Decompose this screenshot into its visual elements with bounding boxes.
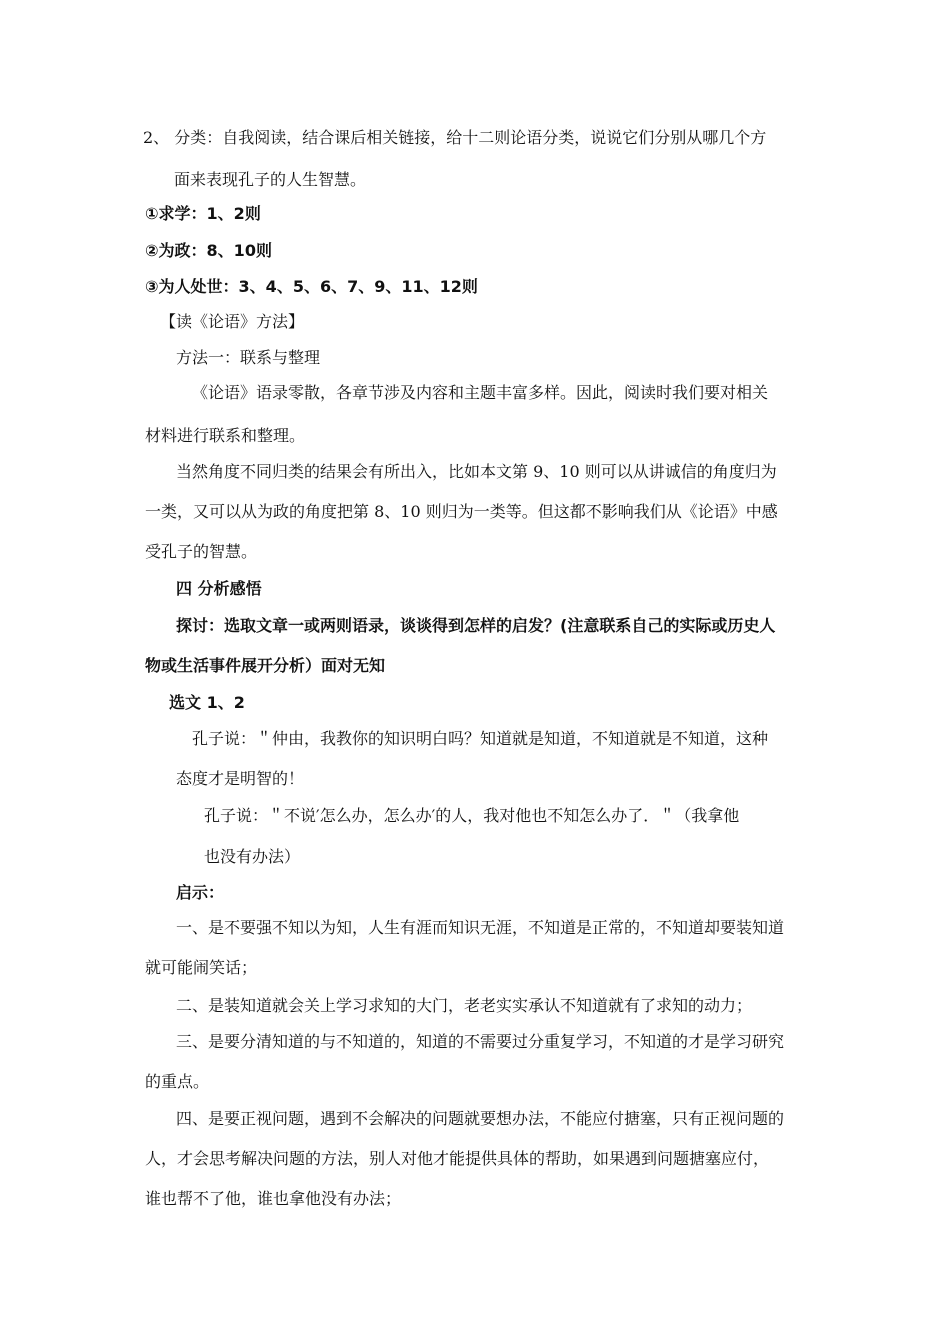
section4-heading: 四 分析感悟	[176, 579, 262, 598]
method-paragraph1-line1: 《论语》语录零散，各章节涉及内容和主题丰富多样。因此，阅读时我们要对相关	[192, 383, 769, 402]
insight1-line2: 就可能闹笑话；	[145, 958, 258, 977]
classify-paragraph-line2: 面来表现孔子的人生智慧。	[174, 170, 367, 189]
insight4-line1: 四、是要正视问题，遇到不会解决的问题就要想办法，不能应付搪塞，只有正视问题的	[176, 1109, 785, 1128]
method-paragraph2-line2: 一类，又可以从为政的角度把第 8、10 则归为一类等。但这都不影响我们从《论语》中感	[145, 502, 778, 521]
insight4-line2: 人，才会思考解决问题的方法，别人对他才能提供具体的帮助，如果遇到问题搪塞应付，	[145, 1149, 770, 1168]
quote1-line1: 孔子说：＂仲由，我教你的知识明白吗？知道就是知道，不知道就是不知道，这种	[192, 729, 769, 748]
category-governance: ②为政：8、10则	[145, 241, 272, 260]
discussion-line1: 探讨：选取文章一或两则语录，谈谈得到怎样的启发？(注意联系自己的实际或历史人	[176, 616, 776, 635]
insight1-line1: 一、是不要强不知以为知，人生有涯而知识无涯，不知道是正常的，不知道却要装知道	[176, 918, 785, 937]
quote2-line1: 孔子说：＂不说′怎么办，怎么办′的人，我对他也不知怎么办了．＂（我拿他	[204, 806, 740, 825]
method-paragraph2-line3: 受孔子的智慧。	[145, 542, 258, 561]
method-subheading: 方法一：联系与整理	[176, 348, 321, 367]
insight-heading: 启示：	[176, 883, 225, 902]
quote2-line2: 也没有办法）	[204, 847, 301, 866]
insight4-line3: 谁也帮不了他，谁也拿他没有办法；	[145, 1189, 402, 1208]
classify-paragraph-line1: 2、 分类：自我阅读，结合课后相关链接，给十二则论语分类，说说它们分别从哪几个方	[143, 128, 767, 147]
category-conduct: ③为人处世：3、4、5、6、7、9、11、12则	[145, 277, 478, 296]
discussion-line2: 物或生活事件展开分析）面对无知	[145, 656, 386, 675]
selected-passages: 选文 1、2	[169, 693, 245, 712]
method-heading: 【读《论语》方法】	[160, 312, 305, 331]
method-paragraph2-line1: 当然角度不同归类的结果会有所出入，比如本文第 9、10 则可以从讲诚信的角度归为	[176, 462, 777, 481]
insight3-line2: 的重点。	[145, 1072, 210, 1091]
insight3-line1: 三、是要分清知道的与不知道的，知道的不需要过分重复学习，不知道的才是学习研究	[176, 1032, 785, 1051]
category-study: ①求学：1、2则	[145, 204, 261, 223]
method-paragraph1-line2: 材料进行联系和整理。	[145, 426, 306, 445]
insight2-line1: 二、是装知道就会关上学习求知的大门，老老实实承认不知道就有了求知的动力；	[176, 996, 753, 1015]
quote1-line2: 态度才是明智的！	[176, 769, 305, 788]
